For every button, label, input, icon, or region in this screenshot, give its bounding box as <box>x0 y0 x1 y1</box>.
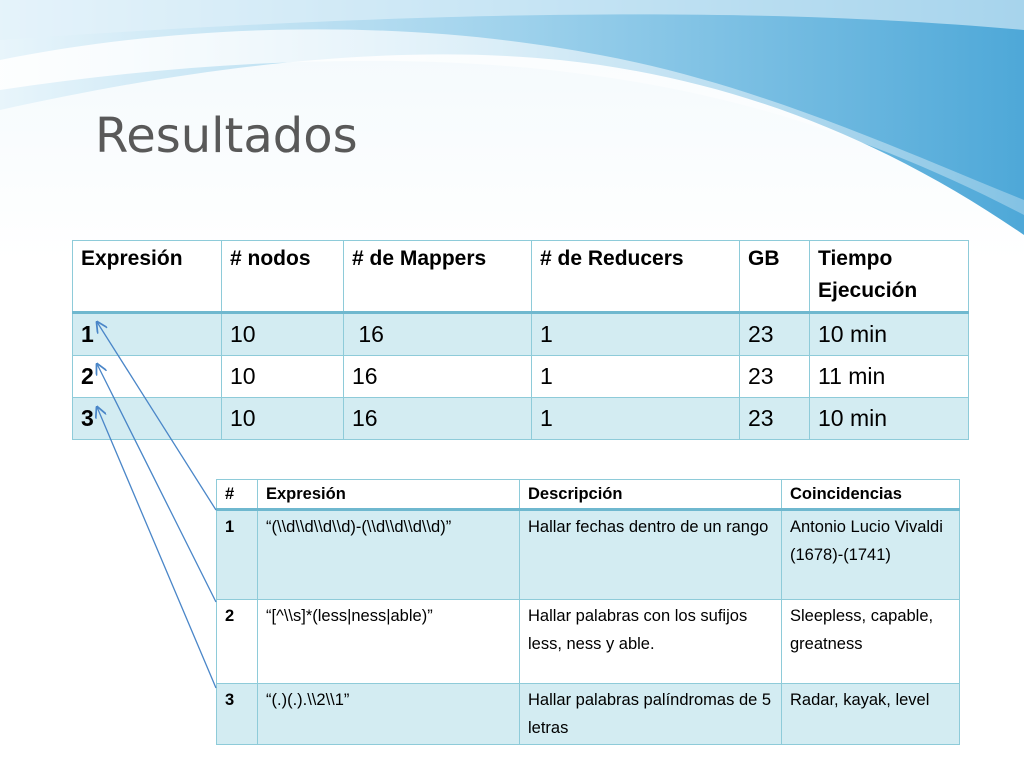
page-title: Resultados <box>95 108 358 164</box>
cell-nodos: 10 <box>222 356 344 398</box>
cell-expresion: “(.)(.).\\2\\1” <box>258 684 520 745</box>
cell-reducers: 1 <box>532 398 740 440</box>
table-row <box>217 684 960 745</box>
arrow-3 <box>97 407 216 688</box>
header-gb: GB <box>740 241 810 313</box>
cell-coincidencias: Antonio Lucio Vivaldi (1678)-(1741) <box>782 510 960 600</box>
cell-descripcion: Hallar palabras palíndromas de 5 letras <box>520 684 782 745</box>
header-num: # <box>217 480 258 510</box>
cell-coincidencias: Sleepless, capable, greatness <box>782 600 960 684</box>
table-row <box>73 313 969 356</box>
row-id: 1 <box>73 313 222 356</box>
results-table <box>72 240 969 440</box>
expressions-table <box>216 479 960 745</box>
header-expresion: Expresión <box>73 241 222 313</box>
row-id: 3 <box>73 398 222 440</box>
cell-gb: 23 <box>740 398 810 440</box>
cell-descripcion: Hallar palabras con los sufijos less, ness y able. <box>520 600 782 684</box>
cell-tiempo: 10 min <box>810 398 969 440</box>
cell-mappers: 16 <box>344 313 532 356</box>
row-id: 2 <box>217 600 258 684</box>
cell-mappers: 16 <box>344 398 532 440</box>
table-row <box>217 600 960 684</box>
cell-descripcion: Hallar fechas dentro de un rango <box>520 510 782 600</box>
cell-coincidencias: Radar, kayak, level <box>782 684 960 745</box>
cell-nodos: 10 <box>222 398 344 440</box>
cell-expresion: “[^\\s]*(less|ness|able)” <box>258 600 520 684</box>
header-mappers: # de Mappers <box>344 241 532 313</box>
table-row <box>73 356 969 398</box>
cell-expresion: “(\\d\\d\\d\\d)-(\\d\\d\\d\\d)” <box>258 510 520 600</box>
table-row <box>217 510 960 600</box>
cell-reducers: 1 <box>532 313 740 356</box>
row-id: 3 <box>217 684 258 745</box>
cell-tiempo: 10 min <box>810 313 969 356</box>
cell-gb: 23 <box>740 356 810 398</box>
header-nodos: # nodos <box>222 241 344 313</box>
header-descripcion: Descripción <box>520 480 782 510</box>
cell-tiempo: 11 min <box>810 356 969 398</box>
cell-reducers: 1 <box>532 356 740 398</box>
row-id: 2 <box>73 356 222 398</box>
results-header-row <box>73 241 969 313</box>
row-id: 1 <box>217 510 258 600</box>
cell-mappers: 16 <box>344 356 532 398</box>
header-reducers: # de Reducers <box>532 241 740 313</box>
expressions-header-row <box>217 480 960 510</box>
header-expresion: Expresión <box>258 480 520 510</box>
cell-gb: 23 <box>740 313 810 356</box>
header-coincidencias: Coincidencias <box>782 480 960 510</box>
table-row <box>73 398 969 440</box>
header-tiempo: Tiempo Ejecución <box>810 241 969 313</box>
cell-nodos: 10 <box>222 313 344 356</box>
